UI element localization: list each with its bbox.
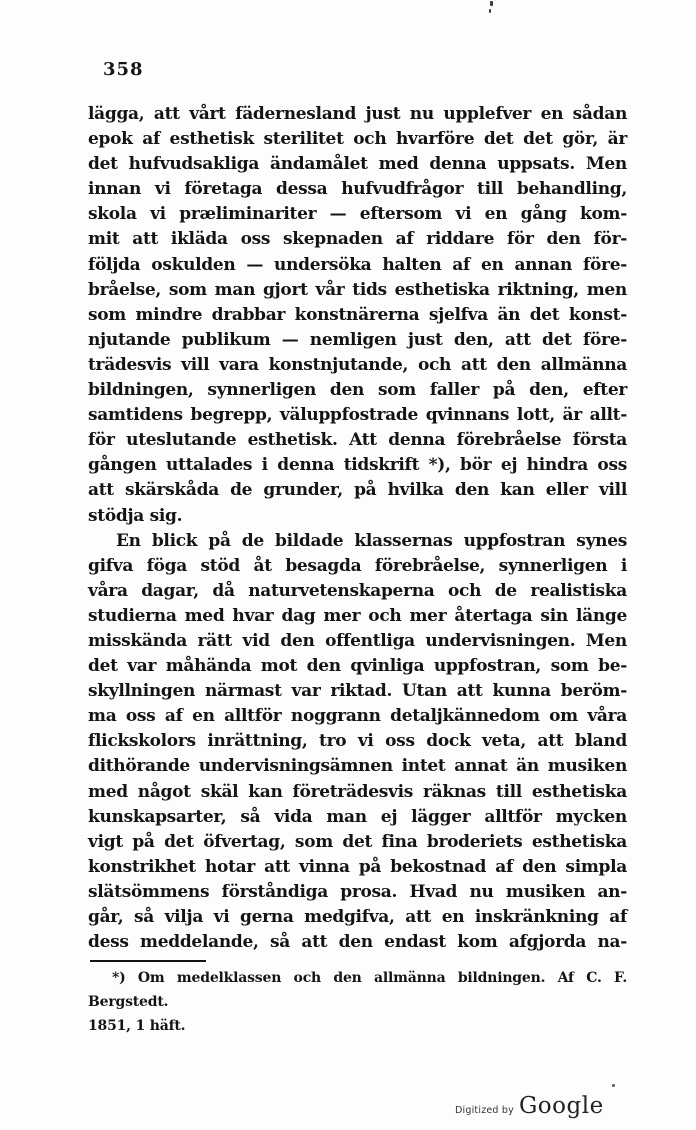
text-line: vigt på det öfvertag, som det fina broderiets esthetiska xyxy=(88,831,627,852)
text-line: En blick på de bildade klassernas uppfostran synes xyxy=(116,530,627,551)
text-line: misskända rätt vid den offentliga undervisningen. Men xyxy=(88,630,627,651)
text-line: dithörande undervisningsämnen intet annat än musiken xyxy=(88,756,627,777)
scan-artifact xyxy=(489,9,491,13)
text-line: gången uttalades i denna tidskrift *), bör ej hindra oss xyxy=(88,455,627,476)
text-line: dess meddelande, så att den endast kom afgjorda na- xyxy=(88,932,627,953)
text-line: slätsömmens förståndiga prosa. Hvad nu musiken an- xyxy=(88,881,627,902)
text-line: studierna med hvar dag mer och mer återtaga sin länge xyxy=(88,605,627,626)
footnote-line: 1851, 1 häft. xyxy=(88,1018,186,1034)
digitized-by-label: Digitized by xyxy=(455,1105,514,1116)
text-line: epok af esthetisk sterilitet och hvarföre det det gör, är xyxy=(88,129,627,150)
text-line: det hufvudsakliga ändamålet med denna uppsats. Men xyxy=(88,154,627,175)
text-line: för uteslutande esthetisk. Att denna förebråelse första xyxy=(88,430,627,451)
scan-artifact xyxy=(490,1,493,6)
text-line: trädesvis vill vara konstnjutande, och att den allmänna xyxy=(88,354,627,375)
text-line: med något skäl kan företrädesvis räknas till esthetiska xyxy=(88,781,627,802)
page-number: 358 xyxy=(103,59,144,80)
text-line: det var måhända mot den qvinliga uppfostran, som be- xyxy=(88,656,627,677)
text-line: samtidens begrepp, väluppfostrade qvinnans lott, är allt- xyxy=(88,405,627,426)
footnote xyxy=(88,966,627,1038)
digitization-credit xyxy=(455,1093,604,1119)
text-line: mit att ikläda oss skepnaden af riddare för den för- xyxy=(88,229,627,250)
text-line: våra dagar, då naturvetenskaperna och de realistiska xyxy=(88,580,627,601)
text-line: gifva föga stöd åt besagda förebråelse, synnerligen i xyxy=(88,555,627,576)
text-line: skola vi præliminariter — eftersom vi en gång kom- xyxy=(88,204,627,225)
text-line: går, så vilja vi gerna medgifva, att en inskränkning af xyxy=(88,907,627,927)
text-line: bildningen, synnerligen den som faller på den, efter xyxy=(88,380,627,401)
text-line: skyllningen närmast var riktad. Utan att kunna beröm- xyxy=(88,681,627,702)
text-line: bråelse, som man gjort vår tids esthetiska riktning, men xyxy=(88,279,627,300)
body-text xyxy=(88,102,627,955)
text-line: följda oskulden — undersöka halten af en annan före- xyxy=(88,254,627,275)
scan-artifact xyxy=(612,1084,615,1087)
footnote-separator xyxy=(90,960,206,962)
text-line: innan vi företaga dessa hufvudfrågor till behandling, xyxy=(88,179,627,200)
text-line: flickskolors inrättning, tro vi oss dock veta, att bland xyxy=(88,731,627,752)
text-line: som mindre drabbar konstnärerna sjelfva än det konst- xyxy=(88,304,627,325)
text-line: njutande publikum — nemligen just den, att det före- xyxy=(88,329,627,350)
footnote-line: *) Om medelklassen och den allmänna bildningen. Af C. F. Bergstedt. xyxy=(88,970,627,1010)
google-logo: Google xyxy=(518,1093,604,1119)
text-line: ma oss af en alltför noggrann detaljkännedom om våra xyxy=(88,706,627,727)
text-line: stödja sig. xyxy=(88,505,183,526)
text-line: lägga, att vårt fädernesland just nu upplefver en sådan xyxy=(88,104,627,124)
text-line: att skärskåda de grunder, på hvilka den kan eller vill xyxy=(88,480,627,501)
text-line: kunskapsarter, så vida man ej lägger alltför mycken xyxy=(88,806,627,827)
text-line: konstrikhet hotar att vinna på bekostnad af den simpla xyxy=(88,856,627,877)
